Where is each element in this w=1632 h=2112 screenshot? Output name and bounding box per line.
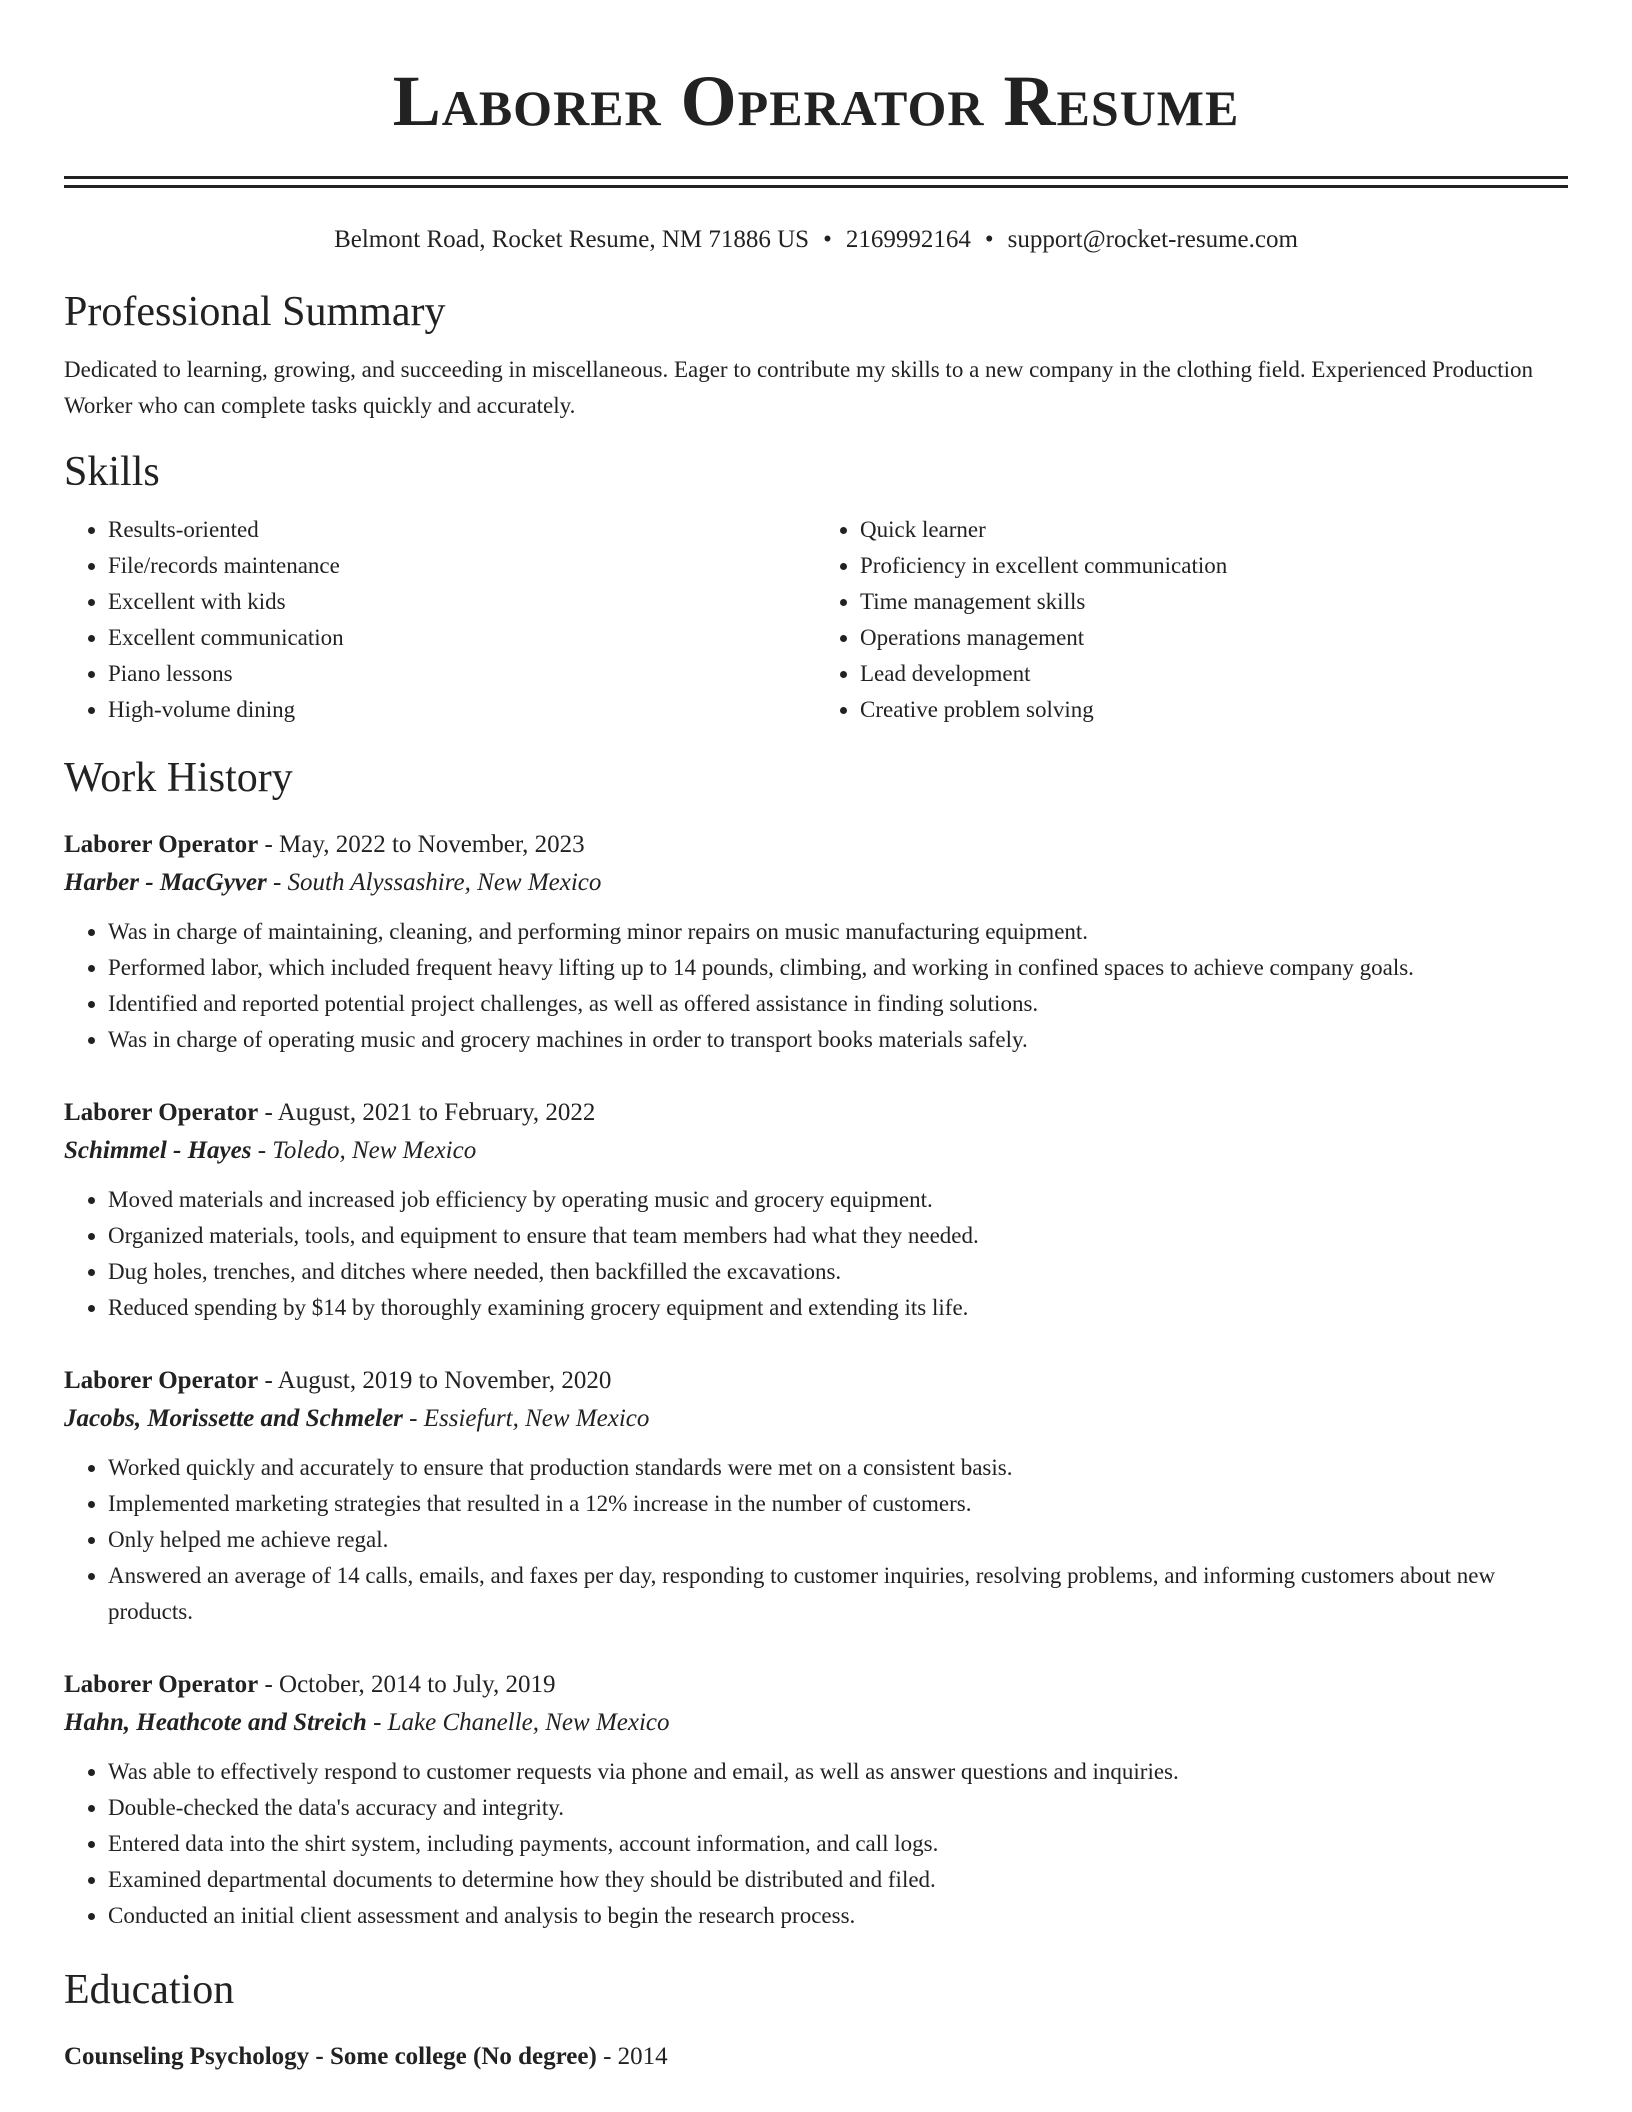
job-title: Laborer Operator — [64, 1367, 259, 1394]
skill-item: • File/records maintenance — [108, 548, 816, 584]
job-location: - Essiefurt, New Mexico — [409, 1405, 650, 1432]
job-bullet: • Was able to effectively respond to customer requests via phone and email, as well as answer questions and inquiries. — [108, 1754, 1568, 1790]
job-entry — [64, 1666, 1568, 1934]
education-year: - 2014 — [603, 2043, 668, 2070]
job-company: Harber - MacGyver — [64, 869, 267, 896]
job-bullet: • Identified and reported potential project challenges, as well as offered assistance in finding solutions. — [108, 986, 1568, 1022]
skill-item: • Creative problem solving — [860, 692, 1568, 728]
job-bullet: • Moved materials and increased job efficiency by operating music and grocery equipment. — [108, 1182, 1568, 1218]
skills-columns — [64, 512, 1568, 728]
section-heading-skills: Skills — [64, 449, 160, 495]
job-bullet: • Organized materials, tools, and equipment to ensure that team members had what they needed. — [108, 1218, 1568, 1254]
contact-separator: • — [823, 226, 832, 253]
skill-item: • Lead development — [860, 656, 1568, 692]
summary-text: Dedicated to learning, growing, and succeeding in miscellaneous. Eager to contribute my skills to a new company in the clothing field. Experienced Production Worker who can complete tasks quickly and accurately. — [64, 357, 1534, 418]
title-rule-top — [64, 176, 1568, 179]
skill-item: • Quick learner — [860, 512, 1568, 548]
job-dates: - October, 2014 to July, 2019 — [264, 1671, 556, 1698]
skill-item: • Results-oriented — [108, 512, 816, 548]
contact-address: Belmont Road, Rocket Resume, NM 71886 US — [334, 226, 810, 253]
skill-item: • Operations management — [860, 620, 1568, 656]
job-location: - Toledo, New Mexico — [257, 1137, 477, 1164]
contact-line — [64, 224, 1568, 256]
skill-item: • Excellent communication — [108, 620, 816, 656]
job-bullet: • Entered data into the shirt system, including payments, account information, and call logs. — [108, 1826, 1568, 1862]
job-company-line — [64, 1704, 1568, 1742]
job-title-line — [64, 1666, 1568, 1704]
section-heading-work-history: Work History — [64, 755, 293, 801]
job-bullets — [64, 1182, 1568, 1326]
job-bullet: • Answered an average of 14 calls, emails, and faxes per day, responding to customer inquiries, resolving problems, and informing customers about new products. — [108, 1558, 1568, 1630]
job-bullets — [64, 1754, 1568, 1934]
title-rule-bottom — [64, 185, 1568, 188]
skills-list-right — [816, 512, 1568, 728]
skills-list-left — [64, 512, 816, 728]
contact-email: support@rocket-resume.com — [1007, 226, 1298, 253]
resume-title: Laborer Operator Resume — [392, 61, 1240, 141]
job-company-line — [64, 1400, 1568, 1438]
job-company-line — [64, 1132, 1568, 1170]
job-company: Hahn, Heathcote and Streich — [64, 1709, 367, 1736]
job-title: Laborer Operator — [64, 831, 259, 858]
job-title-line — [64, 826, 1568, 864]
job-location: - South Alyssashire, New Mexico — [272, 869, 602, 896]
job-bullet: • Examined departmental documents to determine how they should be distributed and filed. — [108, 1862, 1568, 1898]
job-entry — [64, 1094, 1568, 1326]
skill-item: • High-volume dining — [108, 692, 816, 728]
job-company-line — [64, 864, 1568, 902]
section-heading-summary: Professional Summary — [64, 289, 446, 335]
job-dates: - May, 2022 to November, 2023 — [264, 831, 585, 858]
skill-item: • Time management skills — [860, 584, 1568, 620]
job-location: - Lake Chanelle, New Mexico — [373, 1709, 670, 1736]
job-bullet: • Double-checked the data's accuracy and integrity. — [108, 1790, 1568, 1826]
contact-separator: • — [984, 226, 994, 253]
job-bullets — [64, 1450, 1568, 1630]
job-bullet: • Was in charge of maintaining, cleaning, and performing minor repairs on music manufacturing equipment. — [108, 914, 1568, 950]
job-bullets — [64, 914, 1568, 1058]
job-bullet: • Was in charge of operating music and grocery machines in order to transport books materials safely. — [108, 1022, 1568, 1058]
job-title: Laborer Operator — [64, 1099, 259, 1126]
education-entry — [64, 2038, 1568, 2076]
skill-item: • Proficiency in excellent communication — [860, 548, 1568, 584]
skill-item: • Excellent with kids — [108, 584, 816, 620]
job-bullet: • Only helped me achieve regal. — [108, 1522, 1568, 1558]
job-entry — [64, 1362, 1568, 1630]
education-degree: Counseling Psychology - Some college (No degree) — [64, 2043, 597, 2070]
contact-phone: 2169992164 — [845, 226, 971, 253]
job-bullet: • Implemented marketing strategies that resulted in a 12% increase in the number of customers. — [108, 1486, 1568, 1522]
job-bullet: • Conducted an initial client assessment and analysis to begin the research process. — [108, 1898, 1568, 1934]
job-entry — [64, 826, 1568, 1058]
job-title-line — [64, 1362, 1568, 1400]
skill-item: • Piano lessons — [108, 656, 816, 692]
job-title: Laborer Operator — [64, 1671, 259, 1698]
job-company: Jacobs, Morissette and Schmeler — [64, 1405, 403, 1432]
job-bullet: • Worked quickly and accurately to ensure that production standards were met on a consistent basis. — [108, 1450, 1568, 1486]
job-dates: - August, 2019 to November, 2020 — [264, 1367, 612, 1394]
job-dates: - August, 2021 to February, 2022 — [264, 1099, 596, 1126]
section-heading-education: Education — [64, 1967, 235, 2013]
job-bullet: • Reduced spending by $14 by thoroughly examining grocery equipment and extending its life. — [108, 1290, 1568, 1326]
job-title-line — [64, 1094, 1568, 1132]
job-company: Schimmel - Hayes — [64, 1137, 252, 1164]
job-bullet: • Performed labor, which included frequent heavy lifting up to 14 pounds, climbing, and working in confined spaces to achieve company goals. — [108, 950, 1568, 986]
job-bullet: • Dug holes, trenches, and ditches where needed, then backfilled the excavations. — [108, 1254, 1568, 1290]
